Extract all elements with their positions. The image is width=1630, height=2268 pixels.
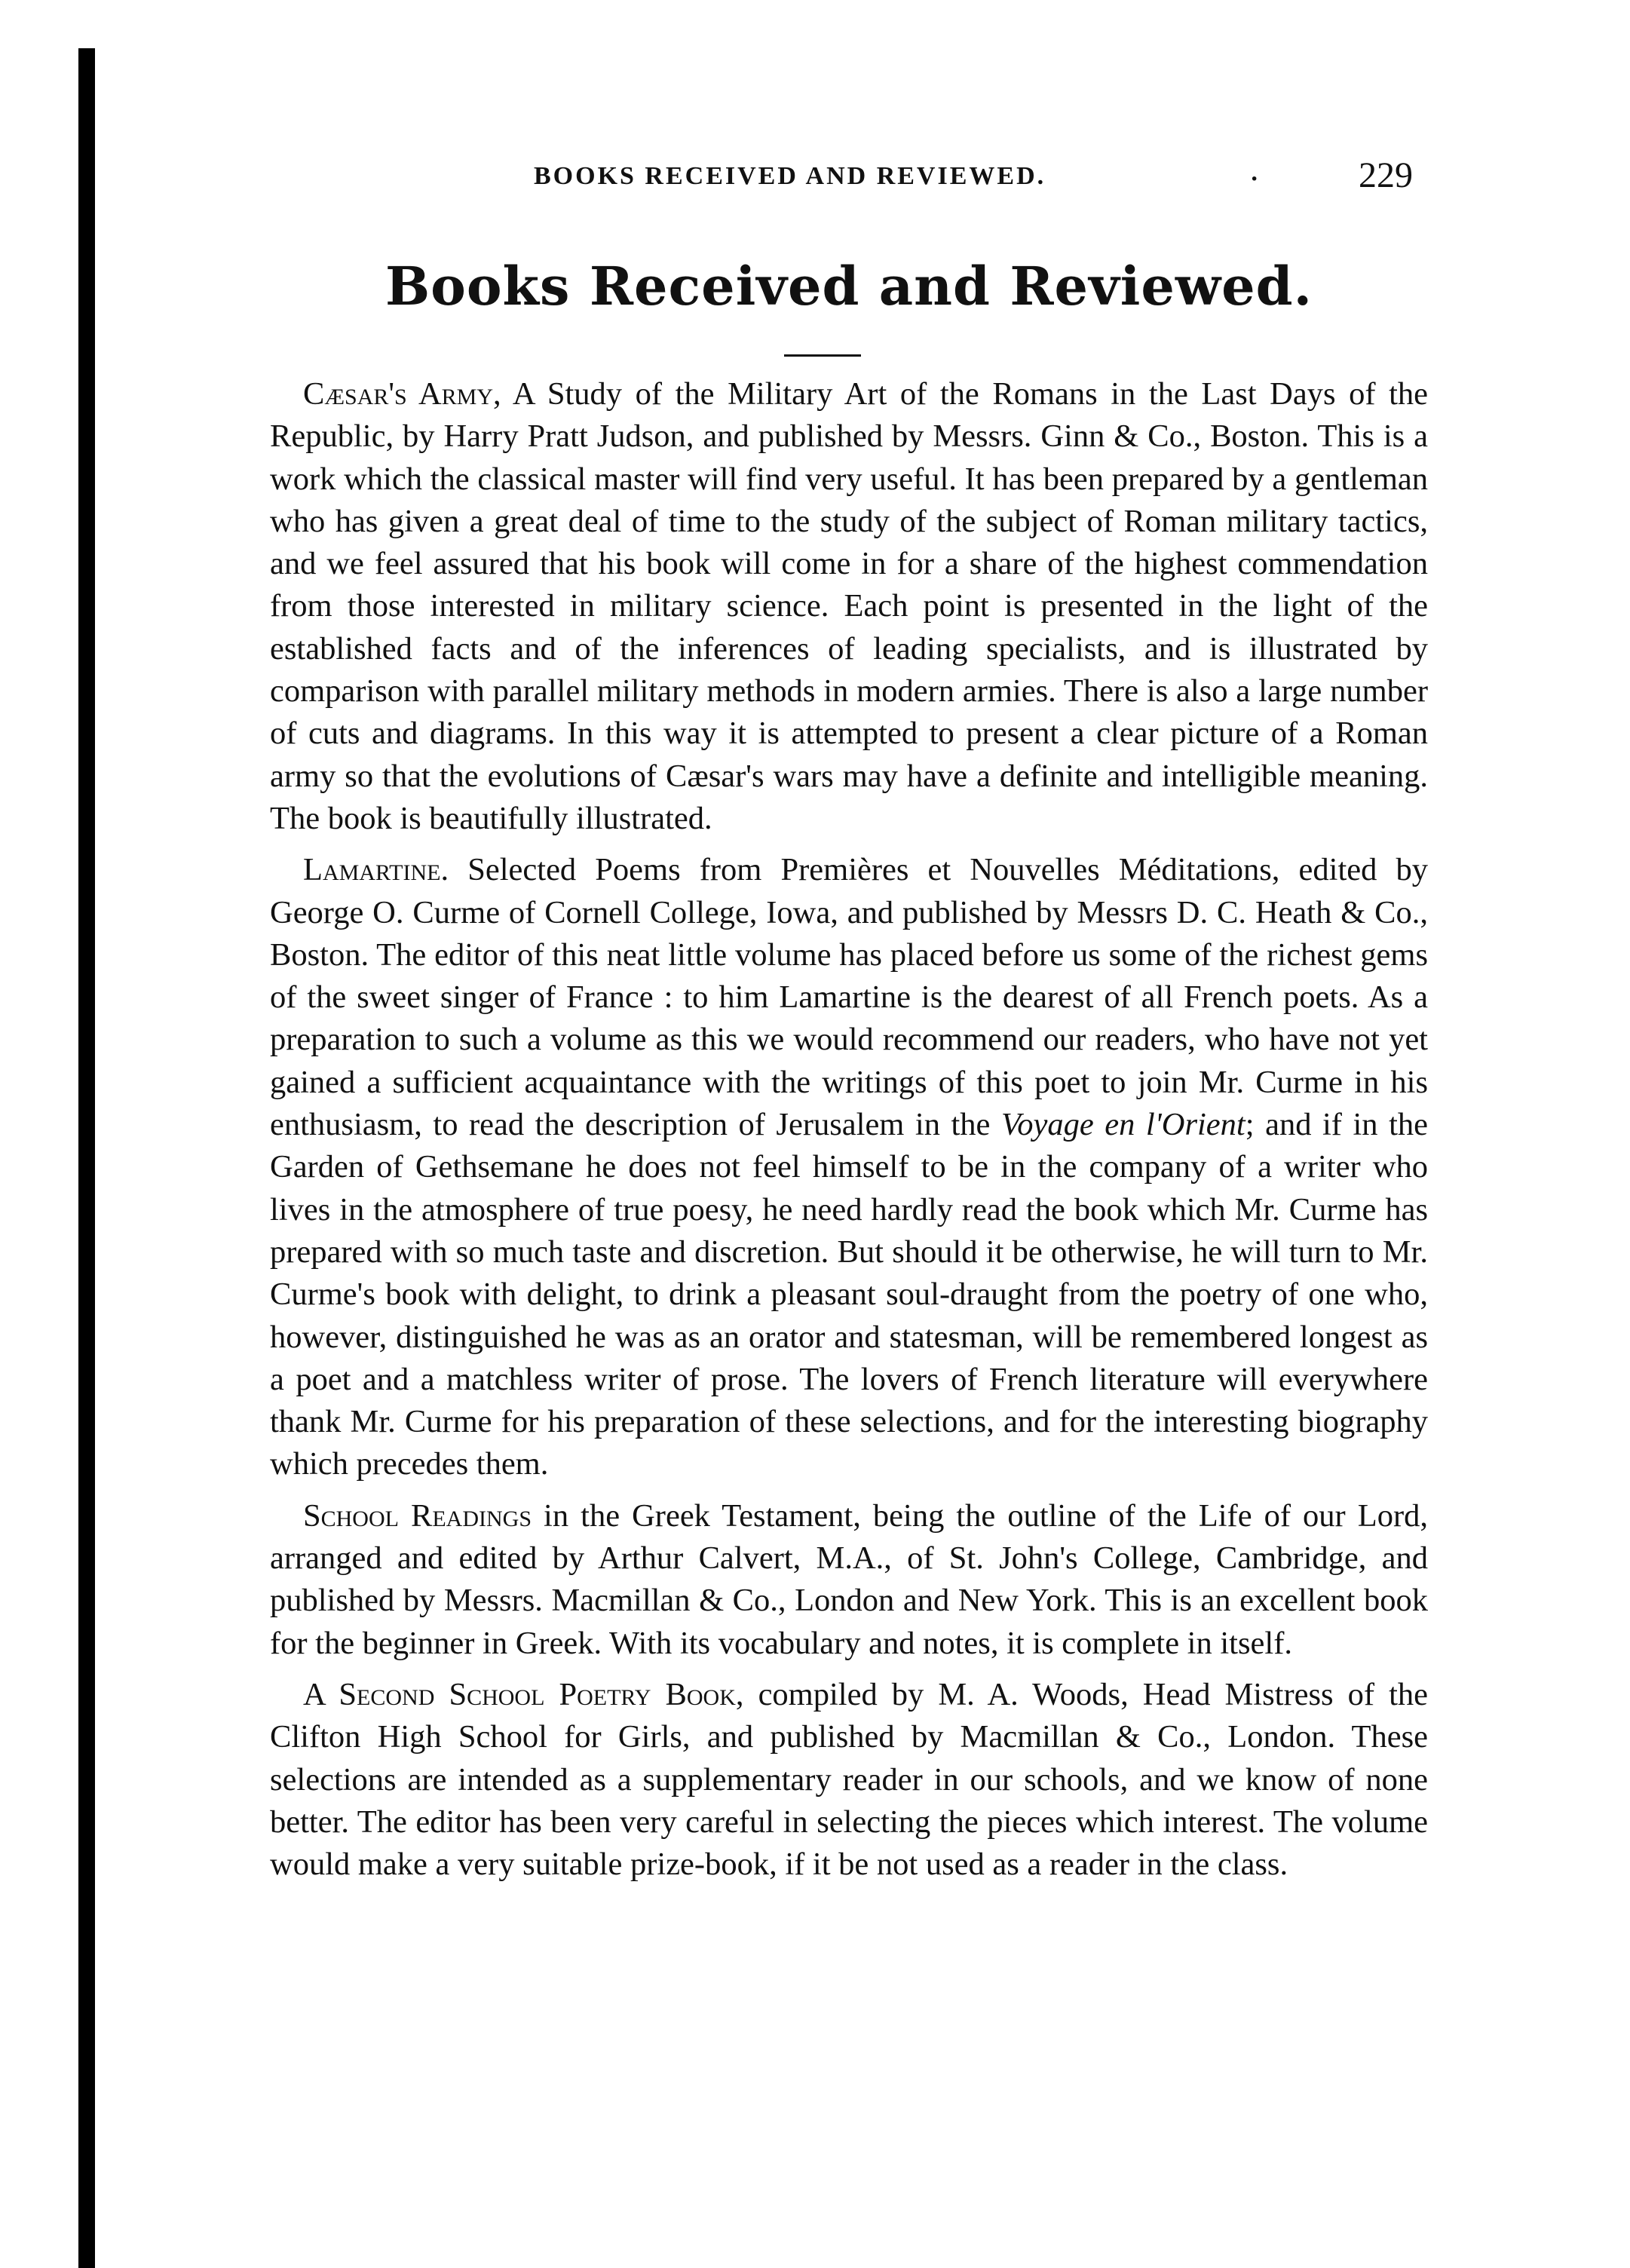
running-head-separator: · xyxy=(1250,165,1259,193)
section-heading: Books Received and Reviewed. xyxy=(385,255,1313,317)
review-text-continued: ; and if in the Garden of Gethsemane he does not feel himself to be in the company of a writer who lives in the atmosphere of true poesy, he need hardly read the book which Mr. Curme has prepared with so much taste and discretion. But should it be otherwise, he will turn to Mr. Curme's book with delight, to drink a pleasant soul-draught from the poetry of one who, however, distinguished he was as an orator and statesman, will be remembered longest as a poet and a matchless writer of prose. The lovers of French literature will everywhere thank Mr. Curme for his preparation of these selections, and for the interesting biography which precedes them. xyxy=(270,1107,1428,1482)
page-binding-edge xyxy=(78,48,95,2268)
review-text: A Study of the Military Art of the Romans in the Last Days of the Republic, by Harry Pratt Judson, and published by Messrs. Ginn & Co., Boston. This is a work which the classical master will find very useful. It has been prepared by a gentleman who has given a great deal of time to the study of the subject of Roman military tactics, and we feel assured that his book will come in for a share of the highest commendation from those interested in military science. Each point is presented in the light of the established facts and of the inferences of leading specialists, and is illustrated by comparison with parallel military methods in modern armies. There is also a large number of cuts and diagrams. In this way it is attempted to present a clear picture of a Roman army so that the evolutions of Cæsar's wars may have a definite and intelligible meaning. The book is beautifully illustrated. xyxy=(270,376,1428,836)
review-lamartine xyxy=(270,849,1428,1485)
review-title: School Readings xyxy=(303,1497,532,1534)
review-title: Second School Poetry Book, xyxy=(339,1676,744,1712)
review-title-prefix: A xyxy=(303,1676,339,1712)
review-title: Lamartine. xyxy=(303,852,449,888)
review-text: compiled by M. A. Woods, Head Mistress of the Clifton High School for Girls, and published by Macmillan & Co., London. These selections are intended as a supplementary reader in our schools, and we know of none better. The editor has been very careful in selecting the pieces which interest. The volume would make a very suitable prize-book, if it be not used as a reader in the class. xyxy=(270,1676,1428,1883)
running-head-title: BOOKS RECEIVED AND REVIEWED. xyxy=(534,162,1046,190)
page-number: 229 xyxy=(1359,155,1413,195)
review-caesars-army xyxy=(270,373,1428,840)
running-head xyxy=(270,155,1428,200)
review-text: in the Greek Testament, being the outline of the Life of our Lord, arranged and edited by Arthur Calvert, M.A., of St. John's College, Cambridge, and published by Messrs. Macmillan & Co., London and New York. This is an excellent book for the beginner in Greek. With its vocabulary and notes, it is complete in itself. xyxy=(270,1497,1428,1661)
review-second-school-poetry-book xyxy=(270,1674,1428,1886)
review-school-readings xyxy=(270,1495,1428,1665)
reviews-body xyxy=(270,373,1428,1895)
review-italic-title: Voyage en l'Orient xyxy=(1000,1107,1245,1143)
heading-rule xyxy=(784,354,861,357)
review-text: Selected Poems from Premières et Nouvelles Méditations, edited by George O. Curme of Cornell College, Iowa, and published by Messrs D. C. Heath & Co., Boston. The editor of this neat little volume has placed before us some of the richest gems of the sweet singer of France : to him Lamartine is the dearest of all French poets. As a preparation to such a volume as this we would recommend our readers, who have not yet gained a sufficient acquaintance with the writings of this poet to join Mr. Curme in his enthusiasm, to read the description of Jerusalem in the xyxy=(270,852,1428,1143)
review-title: Cæsar's Army, xyxy=(303,376,501,412)
